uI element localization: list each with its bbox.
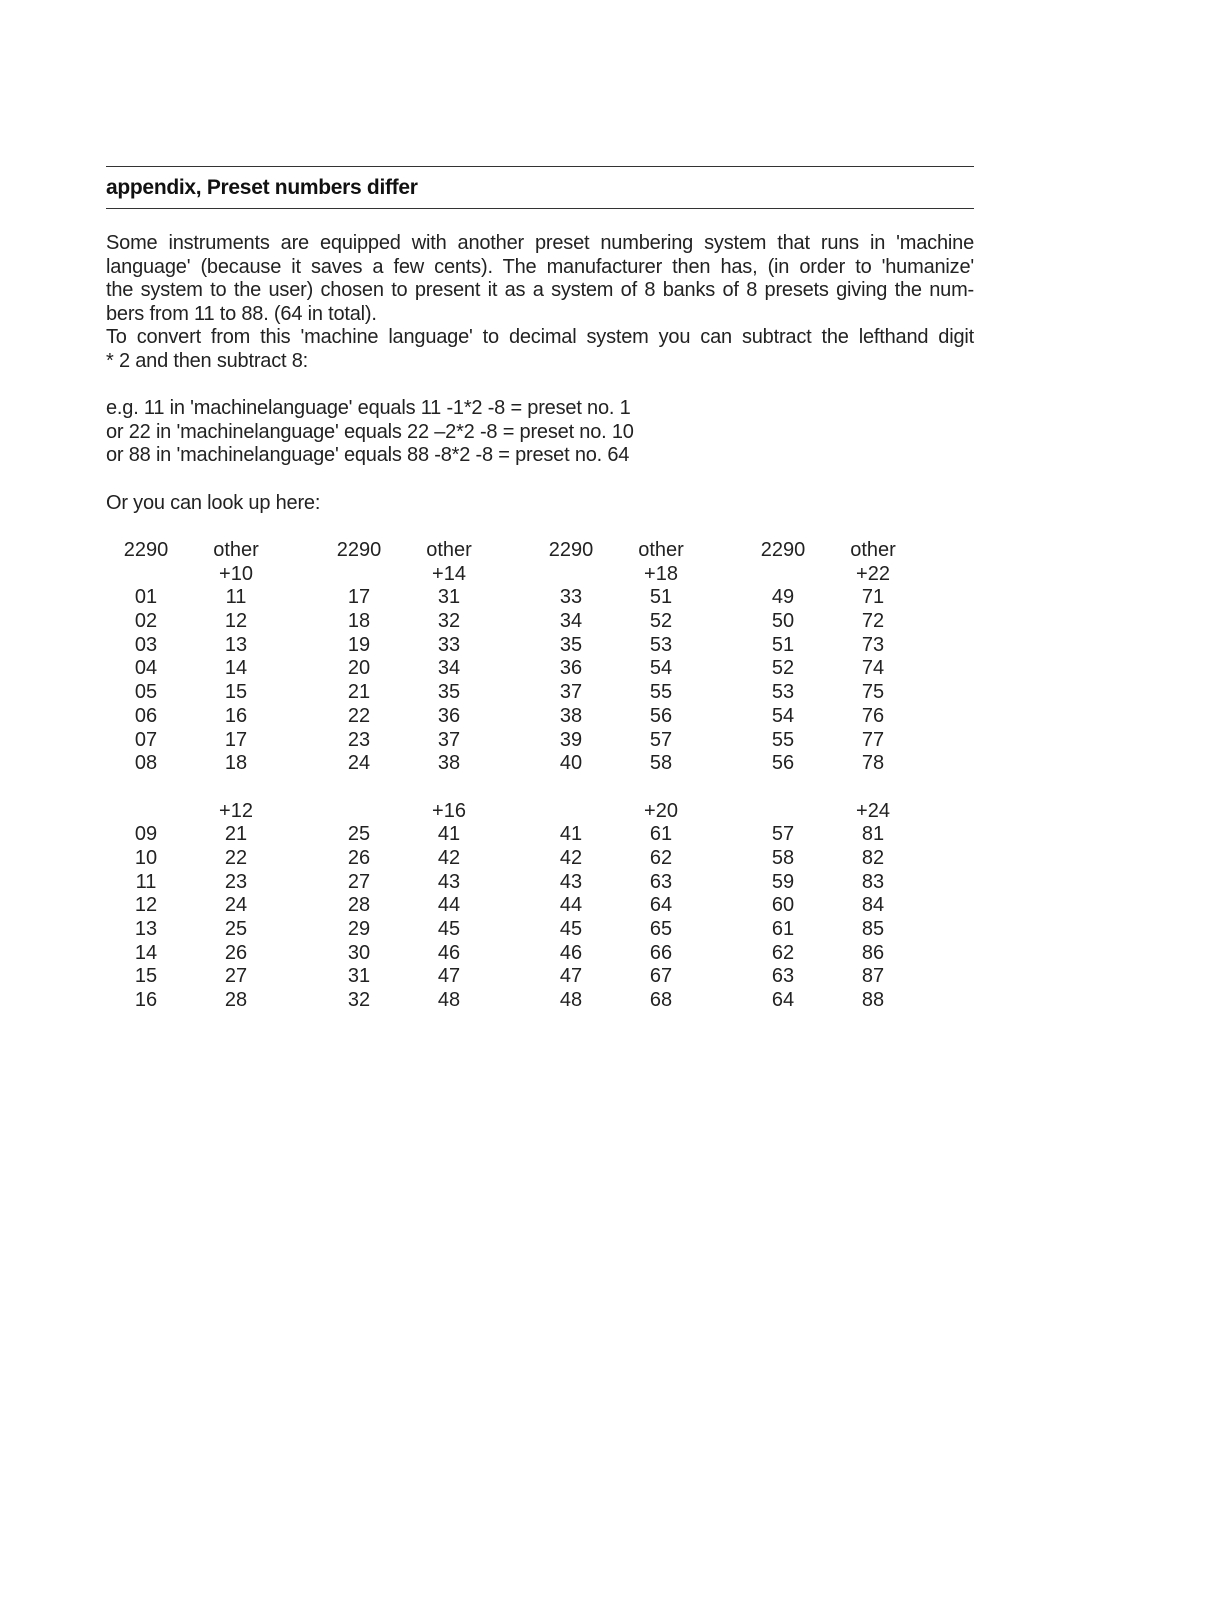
table-cell: 37 xyxy=(437,728,461,751)
table-cell: 21 xyxy=(347,681,371,704)
offset-label: +24 xyxy=(856,799,890,822)
table-cell: 19 xyxy=(347,633,371,656)
table-cell: 11 xyxy=(225,586,247,609)
table-cell: 25 xyxy=(224,918,248,940)
paragraph-line: the system to the user) chosen to present it as a system of 8 banks of 8 presets giving the num- xyxy=(106,279,974,301)
table-cell: 57 xyxy=(771,823,795,846)
table-cell: 45 xyxy=(437,918,461,940)
column-header: other xyxy=(850,539,896,561)
table-cell: 85 xyxy=(861,918,885,940)
table-cell: 49 xyxy=(771,586,795,609)
table-cell: 11 xyxy=(135,870,157,893)
table-cell: 52 xyxy=(649,610,673,633)
table-cell: 72 xyxy=(861,610,885,633)
table-cell: 23 xyxy=(224,870,248,893)
table-cell: 34 xyxy=(437,657,461,680)
table-cell: 12 xyxy=(134,894,158,917)
examples xyxy=(106,397,634,468)
table-cell: 16 xyxy=(134,989,158,1012)
table-cell: 37 xyxy=(559,681,583,704)
offset-label: +12 xyxy=(219,799,253,822)
table-cell: 42 xyxy=(559,846,583,869)
table-cell: 60 xyxy=(771,894,795,917)
col-other xyxy=(414,539,484,1013)
column-header: 2290 xyxy=(760,539,806,561)
table-cell: 86 xyxy=(861,941,885,964)
table-cell: 55 xyxy=(771,728,795,751)
table-cell: 32 xyxy=(347,989,371,1012)
intro-paragraph xyxy=(106,232,974,373)
paragraph-line: bers from 11 to 88. (64 in total). xyxy=(106,302,377,325)
table-cell: 34 xyxy=(559,610,583,633)
table-cell: 48 xyxy=(437,989,461,1012)
column-header: other xyxy=(638,539,684,561)
col-2290 xyxy=(324,539,394,1013)
table-cell: 38 xyxy=(559,704,583,727)
table-cell: 54 xyxy=(771,704,795,727)
table-cell: 05 xyxy=(134,681,158,704)
table-cell: 59 xyxy=(771,870,795,893)
table-cell: 23 xyxy=(347,728,371,751)
table-cell: 27 xyxy=(224,965,248,988)
table-cell: 67 xyxy=(649,965,673,988)
example-line: or 22 in 'machinelanguage' equals 22 –2*2 -8 = preset no. 10 xyxy=(106,420,634,443)
paragraph-line: * 2 and then subtract 8: xyxy=(106,349,309,372)
col-other xyxy=(201,539,271,1013)
table-cell: 42 xyxy=(437,846,461,869)
table-cell: 27 xyxy=(347,870,371,893)
paragraph-line: To convert from this 'machine language' to decimal system you can subtract the lefthand digit xyxy=(106,326,974,348)
table-cell: 31 xyxy=(437,586,461,609)
col-other xyxy=(838,539,908,1013)
table-cell: 58 xyxy=(649,752,673,775)
table-cell: 08 xyxy=(134,752,158,775)
table-cell: 64 xyxy=(649,894,673,917)
table-cell: 30 xyxy=(347,941,371,964)
table-cell: 41 xyxy=(437,823,461,846)
paragraph-line: Some instruments are equipped with another preset numbering system that runs in 'machine xyxy=(106,232,974,254)
table-cell: 15 xyxy=(134,965,158,988)
table-cell: 03 xyxy=(134,633,158,656)
table-cell: 22 xyxy=(347,704,371,727)
column-header: 2290 xyxy=(336,539,382,561)
table-cell: 74 xyxy=(861,657,885,680)
table-cell: 14 xyxy=(224,657,248,680)
table-cell: 44 xyxy=(559,894,583,917)
table-cell: 13 xyxy=(134,918,158,940)
table-cell: 25 xyxy=(347,823,371,846)
table-cell: 62 xyxy=(649,846,673,869)
col-2290 xyxy=(111,539,181,1013)
table-cell: 82 xyxy=(861,846,885,869)
table-cell: 51 xyxy=(649,586,673,609)
table-cell: 48 xyxy=(559,989,583,1012)
offset-label: +18 xyxy=(644,562,678,585)
table-cell: 17 xyxy=(224,728,248,751)
top-rule xyxy=(106,166,974,167)
table-cell: 18 xyxy=(224,752,248,775)
table-cell: 04 xyxy=(134,657,158,680)
table-cell: 44 xyxy=(437,894,461,917)
table-cell: 88 xyxy=(861,989,885,1012)
column-header: 2290 xyxy=(123,539,169,561)
table-cell: 13 xyxy=(224,633,248,656)
table-cell: 63 xyxy=(649,870,673,893)
table-cell: 17 xyxy=(347,586,371,609)
table-cell: 63 xyxy=(771,965,795,988)
table-cell: 02 xyxy=(134,610,158,633)
table-cell: 51 xyxy=(771,633,795,656)
table-cell: 36 xyxy=(559,657,583,680)
table-cell: 31 xyxy=(347,965,371,988)
table-cell: 71 xyxy=(861,586,885,609)
table-cell: 62 xyxy=(771,941,795,964)
table-cell: 52 xyxy=(771,657,795,680)
table-cell: 53 xyxy=(649,633,673,656)
example-line: e.g. 11 in 'machinelanguage' equals 11 -1*2 -8 = preset no. 1 xyxy=(106,397,631,419)
table-cell: 24 xyxy=(224,894,248,917)
lookup-text: Or you can look up here: xyxy=(106,492,321,514)
column-header: 2290 xyxy=(548,539,594,561)
table-cell: 16 xyxy=(224,704,248,727)
table-cell: 55 xyxy=(649,681,673,704)
table-cell: 56 xyxy=(771,752,795,775)
table-cell: 24 xyxy=(347,752,371,775)
paragraph-line: language' (because it saves a few cents). The manufacturer then has, (in order to 'humanize' xyxy=(106,255,974,278)
page-title: appendix, Preset numbers differ xyxy=(106,176,418,199)
table-cell: 46 xyxy=(437,941,461,964)
table-cell: 10 xyxy=(134,846,158,869)
table-cell: 47 xyxy=(437,965,461,988)
table-cell: 47 xyxy=(559,965,583,988)
table-cell: 77 xyxy=(861,728,885,751)
table-cell: 50 xyxy=(771,610,795,633)
table-cell: 73 xyxy=(861,633,885,656)
table-cell: 58 xyxy=(771,846,795,869)
offset-label: +14 xyxy=(432,562,466,585)
col-2290 xyxy=(748,539,818,1013)
col-2290 xyxy=(536,539,606,1013)
table-cell: 12 xyxy=(224,610,248,633)
table-cell: 75 xyxy=(861,681,885,704)
table-cell: 46 xyxy=(559,941,583,964)
column-header: other xyxy=(213,539,259,561)
table-cell: 83 xyxy=(861,870,885,893)
offset-label: +10 xyxy=(219,562,253,585)
table-cell: 57 xyxy=(649,728,673,751)
table-cell: 28 xyxy=(347,894,371,917)
table-cell: 78 xyxy=(861,752,885,775)
table-cell: 33 xyxy=(559,586,583,609)
table-cell: 68 xyxy=(649,989,673,1012)
offset-label: +16 xyxy=(432,799,466,822)
table-cell: 65 xyxy=(649,918,673,940)
table-cell: 36 xyxy=(437,704,461,727)
table-cell: 76 xyxy=(861,704,885,727)
table-cell: 61 xyxy=(649,823,673,846)
table-cell: 54 xyxy=(649,657,673,680)
table-cell: 29 xyxy=(347,918,371,940)
offset-label: +20 xyxy=(644,799,678,822)
table-cell: 45 xyxy=(559,918,583,940)
table-cell: 26 xyxy=(224,941,248,964)
table-cell: 84 xyxy=(861,894,885,917)
example-line: or 88 in 'machinelanguage' equals 88 -8*2 -8 = preset no. 64 xyxy=(106,444,630,466)
table-cell: 21 xyxy=(224,823,248,846)
table-cell: 41 xyxy=(559,823,583,846)
table-cell: 28 xyxy=(224,989,248,1012)
table-cell: 15 xyxy=(224,681,248,704)
table-cell: 87 xyxy=(861,965,885,988)
offset-label: +22 xyxy=(856,562,890,585)
table-cell: 22 xyxy=(224,846,248,869)
table-cell: 53 xyxy=(771,681,795,704)
table-cell: 14 xyxy=(134,941,158,964)
table-cell: 20 xyxy=(347,657,371,680)
table-cell: 66 xyxy=(649,941,673,964)
table-cell: 35 xyxy=(559,633,583,656)
table-cell: 18 xyxy=(347,610,371,633)
table-cell: 38 xyxy=(437,752,461,775)
table-cell: 81 xyxy=(861,823,885,846)
table-cell: 40 xyxy=(559,752,583,775)
table-cell: 43 xyxy=(437,870,461,893)
table-cell: 32 xyxy=(437,610,461,633)
table-cell: 26 xyxy=(347,846,371,869)
column-header: other xyxy=(426,539,472,561)
table-cell: 64 xyxy=(771,989,795,1012)
table-cell: 01 xyxy=(134,586,158,609)
table-cell: 39 xyxy=(559,728,583,751)
table-cell: 43 xyxy=(559,870,583,893)
bottom-rule xyxy=(106,208,974,209)
table-cell: 06 xyxy=(134,704,158,727)
table-cell: 07 xyxy=(134,728,158,751)
table-cell: 35 xyxy=(437,681,461,704)
table-cell: 33 xyxy=(437,633,461,656)
table-cell: 09 xyxy=(134,823,158,846)
col-other xyxy=(626,539,696,1013)
table-cell: 61 xyxy=(771,918,795,940)
table-cell: 56 xyxy=(649,704,673,727)
